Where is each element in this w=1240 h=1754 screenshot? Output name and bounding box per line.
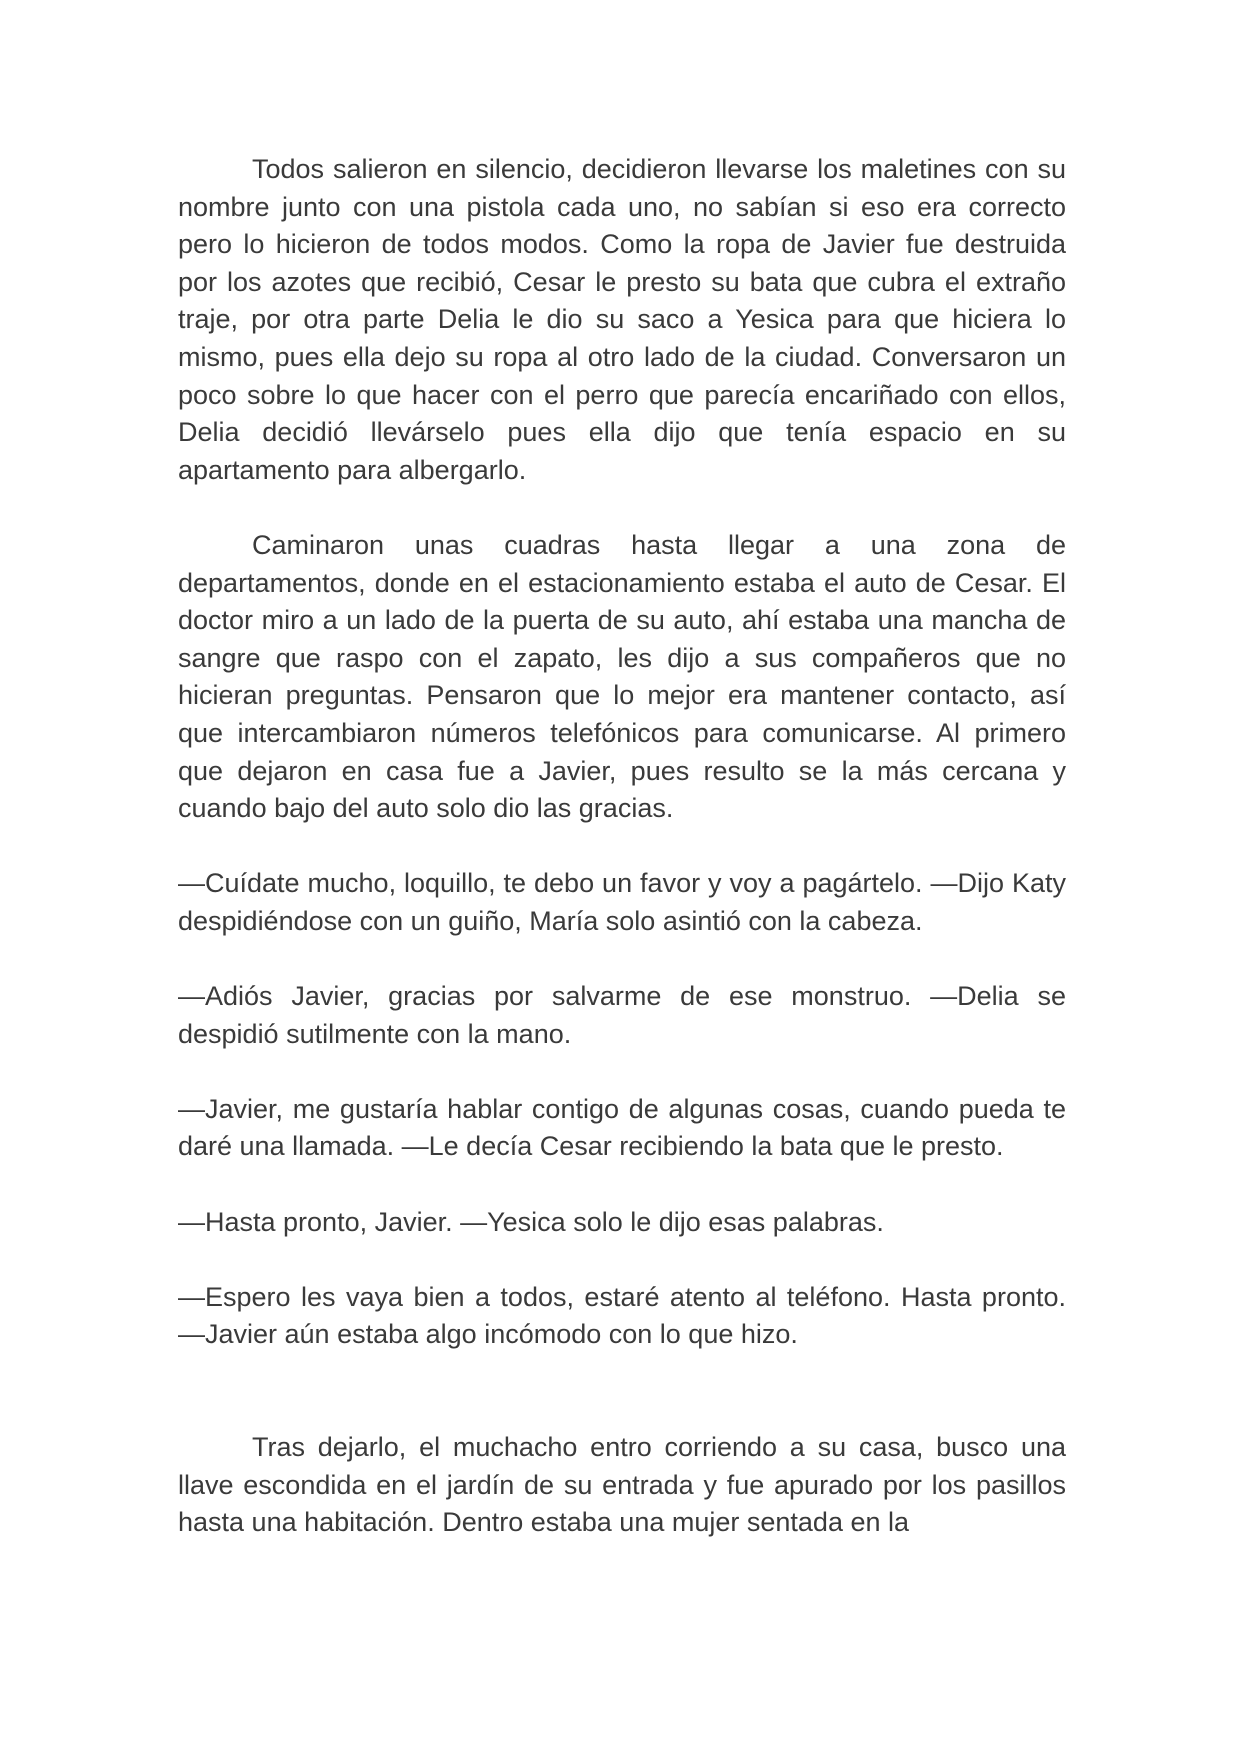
paragraph-3: Tras dejarlo, el muchacho entro corriendo a su casa, busco una llave escondida en el jardín de su entrada y fue apurado por los pasillos hasta una habitación. Dentro estaba una mujer sentada en la — [178, 1432, 1066, 1538]
dialogue-delia: —Adiós Javier, gracias por salvarme de ese monstruo. —Delia se despidió sutilmente con la mano. — [178, 981, 1066, 1049]
dialogue-javier: —Espero les vaya bien a todos, estaré atento al teléfono. Hasta pronto. —Javier aún estaba algo incómodo con lo que hizo. — [178, 1281, 1066, 1350]
paragraph-2: Caminaron unas cuadras hasta llegar a una zona de departamentos, donde en el estacionamiento estaba el auto de Cesar. El doctor miro a un lado de la puerta de su auto, ahí estaba una mancha de sangre que raspo con el zapato, les dijo a sus compañeros que no hicieran preguntas. Pensaron que lo mejor era mantener contacto, así que intercambiaron números telefónicos para comunicarse. Al primero que dejaron en casa fue a Javier, pues resulto se la más cercana y cuando bajo del auto solo dio las gracias. — [178, 529, 1066, 824]
paragraph-1: Todos salieron en silencio, decidieron llevarse los maletines con su nombre junto con una pistola cada uno, no sabían si eso era correcto pero lo hicieron de todos modos. Como la ropa de Javier fue destruida por los azotes que recibió, Cesar le presto su bata que cubra el extraño traje, por otra parte Delia le dio su saco a Yesica para que hiciera lo mismo, pues ella dejo su ropa al otro lado de la ciudad. Conversaron un poco sobre lo que hacer con el perro que parecía encariñado con ellos, Delia decidió llevárselo pues ella dijo que tenía espacio en su apartamento para albergarlo. — [178, 154, 1066, 485]
dialogue-cesar: —Javier, me gustaría hablar contigo de algunas cosas, cuando pueda te daré una llamada. —Le decía Cesar recibiendo la bata que le presto. — [178, 1093, 1066, 1162]
body-text — [178, 151, 1066, 1579]
dialogue-yesica: —Hasta pronto, Javier. —Yesica solo le dijo esas palabras. — [178, 1206, 884, 1237]
dialogue-katy: —Cuídate mucho, loquillo, te debo un favor y voy a pagártelo. —Dijo Katy despidiéndose con un guiño, María solo asintió con la cabeza. — [178, 868, 1066, 936]
